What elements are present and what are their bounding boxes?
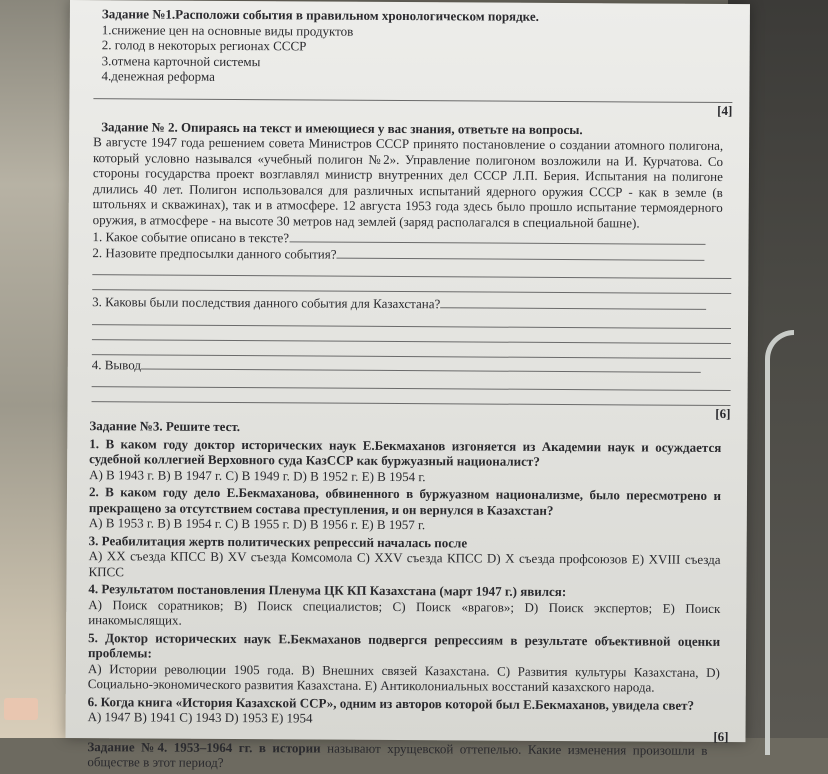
task2-answer-2-line[interactable] xyxy=(336,246,704,260)
task3-question-6: 6. Когда книга «История Казахской ССР», одним из авторов которой был Е.Бекмаханов, увидела свет? xyxy=(87,693,695,713)
task3-answers-2[interactable]: А) В 1953 г. В) В 1954 г. С) В 1955 г. D) В 1956 г. Е) В 1957 г. xyxy=(88,515,426,533)
task3-answers-4[interactable]: А) Поиск соратников; В) Поиск специалистов; С) Поиск «врагов»; D) Поиск экспертов; Е) Поиск инакомыслящих. xyxy=(88,596,721,628)
task2-title: Задание № 2. Опираясь на текст и имеющиеся у вас знания, ответьте на вопросы. xyxy=(101,118,583,137)
task3-answers-3[interactable]: А) XX съезда КПСС В) XV съезда Комсомола С) XXV съезда КПСС D) X съезда профсоюзов Е) XVIII съезда КПСС xyxy=(88,548,721,579)
task3-answers-1[interactable]: А) В 1943 г. В) В 1947 г. С) В 1949 г. D) В 1952 г. Е) В 1954 г. xyxy=(89,466,426,484)
task1-title: Задание №1.Расположи события в правильном хронологическом порядке. xyxy=(101,6,539,24)
sticker-decoration xyxy=(4,698,38,720)
task1-item-2: 2. голод в некоторых регионах СССР xyxy=(101,37,307,54)
task3-answers-5[interactable]: А) Истории революции 1905 года. В) Внешних связей Казахстана. С) Развития культуры Казахстана, D) Социально-экономического развития Казахстана. Е) Антиколониальных восстаний казахского народа. xyxy=(87,660,720,695)
task4-title-bold: Задание №4. 1953–1964 гг. в истории xyxy=(87,738,321,756)
task1-item-1: 1.снижение цен на основные виды продуктов xyxy=(101,21,354,39)
task4-title-rest: называют хрущевской оттепелью. Какие изменения произошли в обществе в этот период? xyxy=(87,740,708,770)
task2-answer-2-extra-line-2[interactable] xyxy=(92,275,731,294)
task2-text: В августе 1947 года решением совета Министров СССР принято постановление о создании атомного полигона, который условно назывался «учебный полигон №2». Управление полигоном возложили на И. Курчатова. Со стороны государства проект возглавлял министр внутренних дел СССР Л.П. Берия. Испытания на полигоне длились 40 лет. Полигон использовался для различных испытаний ядерного оружия СССР - как в земле (в штольнях и скважинах), так и в атмосфере. 12 августа 1953 года здесь было прошло испытание термоядерного оружия, в атмосфере - на высоте 30 метров над землей (заряд располагался в специальной башне). xyxy=(92,134,724,230)
task3-question-1: 1. В каком году доктор исторических наук Е.Бекмаханов изгоняется из Академии наук и осуждается судебной коллегией Верховного суда КазССР как буржуазный националист? xyxy=(89,435,722,469)
worksheet-page xyxy=(65,0,749,770)
task1-item-3: 3.отмена карточной системы xyxy=(101,52,261,69)
task2-question-3: 3. Каковы были последствия данного события для Казахстана? xyxy=(92,294,441,312)
task1-item-4: 4.денежная реформа xyxy=(101,68,215,84)
task3-answers-6[interactable]: А) 1947 В) 1941 С) 1943 D) 1953 Е) 1954 xyxy=(87,709,313,726)
task3-question-4: 4. Результатом постановления Пленума ЦК КП Казахстана (март 1947 г.) явился: xyxy=(88,581,567,600)
task3-question-5: 5. Доктор исторических наук Е.Бекмаханов подвергся репрессиям в результате объективной оценки проблемы: xyxy=(87,629,721,661)
task2-answer-3-extra-line-3[interactable] xyxy=(92,340,731,359)
task2-question-4: 4. Вывод xyxy=(91,356,142,372)
cable xyxy=(765,330,794,755)
task3-score: [6] xyxy=(713,728,729,744)
task1-score: [4] xyxy=(717,102,733,118)
task2-question-1: 1. Какое событие описано в тексте? xyxy=(92,229,290,246)
task2-question-2: 2. Назовите предпосылки данного события? xyxy=(92,244,337,262)
task2-score: [6] xyxy=(715,405,731,422)
task2-conclusion-line[interactable] xyxy=(141,357,701,372)
task2-answer-1-line[interactable] xyxy=(289,230,705,245)
task4-title xyxy=(87,739,707,774)
task3-title: Задание №3. Решите тест. xyxy=(89,418,241,435)
task3-question-3: 3. Реабилитация жертв политических репрессий началась после xyxy=(88,532,468,550)
task2-answer-3-line[interactable] xyxy=(440,296,706,310)
task3-question-2: 2. В каком году дело Е.Бекмаханова, обвиненного в буржуазном национализме, было пересмотрено и прекращено за отсутствием состава преступления, и он вернулся в Казахстан? xyxy=(88,484,722,518)
